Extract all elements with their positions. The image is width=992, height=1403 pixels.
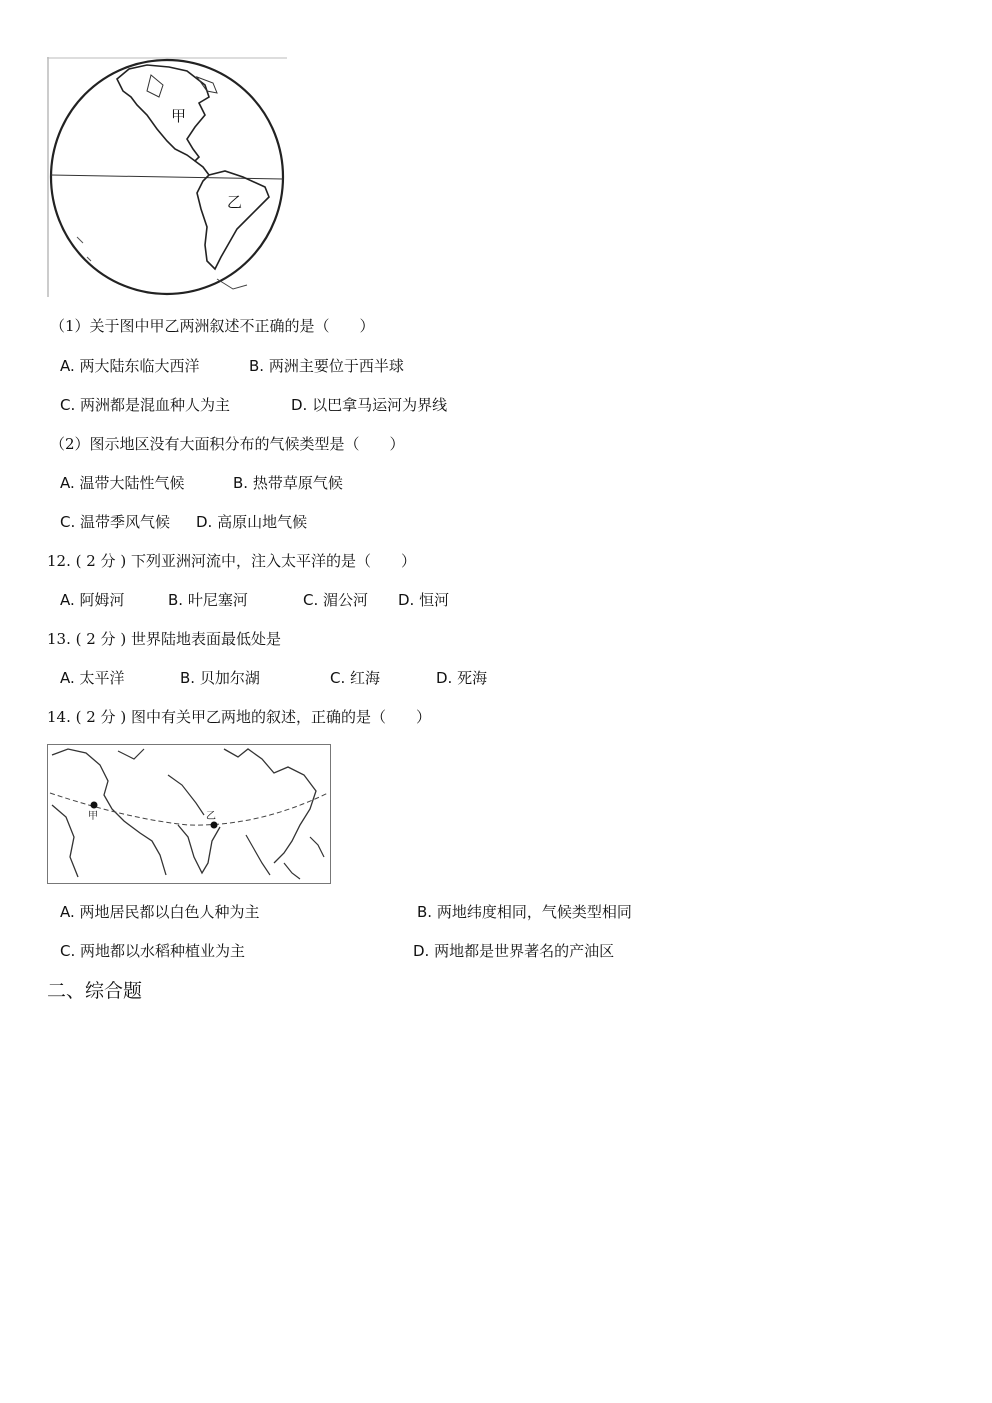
q14-option-b[interactable]: B. 两地纬度相同，气候类型相同 [417,903,632,921]
q13-stem: 13. ( 2 分 ) 世界陆地表面最低处是 [47,630,281,648]
equator-line [51,175,283,179]
q11-sub2-option-b[interactable]: B. 热带草原气候 [233,474,343,492]
q11-sub2-option-a[interactable]: A. 温带大陆性气候 [60,474,185,492]
q13-option-d[interactable]: D. 死海 [436,669,488,687]
globe-label-yi: 乙 [227,193,243,211]
globe-label-jia: 甲 [171,107,187,125]
location-jia-dot [91,802,98,809]
section-heading: 二、综合题 [47,980,143,1002]
asia-map-figure [47,744,331,884]
q11-sub1-option-d[interactable]: D. 以巴拿马运河为界线 [291,396,448,414]
q14-option-d[interactable]: D. 两地都是世界著名的产油区 [413,942,615,960]
q14-option-a[interactable]: A. 两地居民都以白色人种为主 [60,903,260,921]
hemisphere-map-figure [47,57,287,297]
q13-option-c[interactable]: C. 红海 [330,669,381,687]
q11-sub1-stem: （1）关于图中甲乙两洲叙述不正确的是（ ） [50,317,375,335]
q11-sub1-option-b[interactable]: B. 两洲主要位于西半球 [249,357,404,375]
location-yi-dot [211,822,218,829]
q14-stem: 14. ( 2 分 ) 图中有关甲乙两地的叙述，正确的是（ ） [47,708,431,726]
q13-option-a[interactable]: A. 太平洋 [60,669,125,687]
asia-map-svg [48,745,330,883]
q11-sub2-option-d[interactable]: D. 高原山地气候 [196,513,308,531]
q14-option-c[interactable]: C. 两地都以水稻种植业为主 [60,942,246,960]
q11-sub1-option-c[interactable]: C. 两洲都是混血种人为主 [60,396,231,414]
q12-option-d[interactable]: D. 恒河 [398,591,450,609]
map-label-jia: 甲 [88,811,98,822]
map-label-yi: 乙 [206,811,216,822]
hemisphere-map-svg [47,57,287,297]
q11-sub1-option-a[interactable]: A. 两大陆东临大西洋 [60,357,200,375]
q13-option-b[interactable]: B. 贝加尔湖 [180,669,260,687]
q12-stem: 12. ( 2 分 ) 下列亚洲河流中，注入太平洋的是（ ） [47,552,416,570]
q11-sub2-option-c[interactable]: C. 温带季风气候 [60,513,171,531]
south-america-outline [197,171,269,269]
q11-sub2-stem: （2）图示地区没有大面积分布的气候类型是（ ） [50,435,405,453]
q12-option-c[interactable]: C. 湄公河 [303,591,369,609]
north-america-outline [117,65,209,161]
q12-option-b[interactable]: B. 叶尼塞河 [168,591,248,609]
q12-option-a[interactable]: A. 阿姆河 [60,591,125,609]
